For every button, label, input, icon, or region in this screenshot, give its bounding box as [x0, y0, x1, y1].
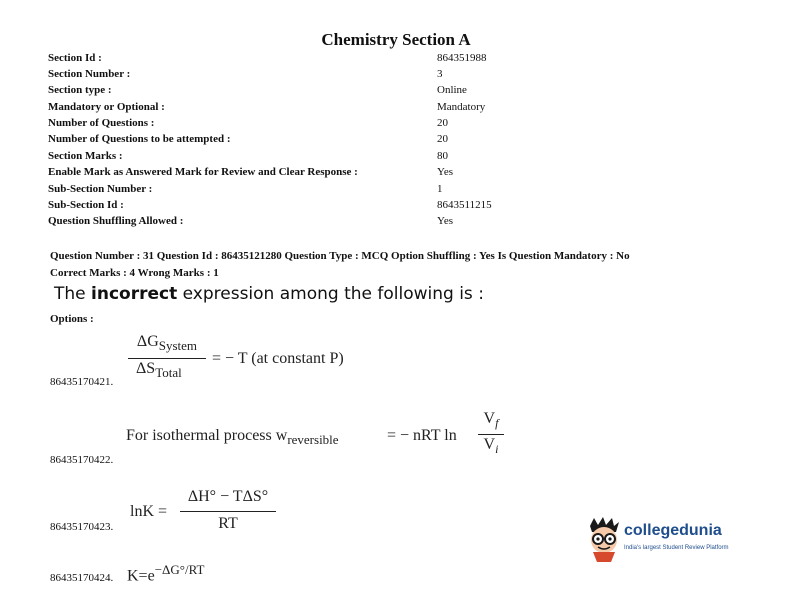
option-1-numerator: [128, 333, 206, 354]
option-2-denominator: [478, 436, 504, 457]
question-meta-line-2: Correct Marks : 4 Wrong Marks : 1: [50, 267, 219, 279]
option-3-numerator: ΔH° − TΔS°: [187, 488, 269, 505]
info-label: Section Marks :: [48, 150, 123, 162]
info-value: Yes: [437, 166, 454, 178]
info-row-section-marks: [48, 150, 748, 166]
info-row-number-of-questions: [48, 117, 748, 133]
numerator-symbol: ΔG: [136, 333, 159, 350]
option-4-exponent: −ΔG°/RT: [154, 562, 205, 577]
info-label: Sub-Section Id :: [48, 199, 124, 211]
info-row-section-number: [48, 68, 748, 84]
option-2-lead: [126, 427, 339, 448]
logo-name: collegedunia: [624, 522, 722, 539]
numerator-subscript: f: [495, 416, 499, 431]
option-1-id: 86435170421.: [50, 376, 114, 388]
option-1-fraction: [128, 333, 206, 385]
denominator-symbol: ΔS: [136, 360, 156, 377]
option-2-id: 86435170422.: [50, 454, 114, 466]
option-4-base: K=e: [127, 567, 155, 585]
info-label: Section type :: [48, 84, 112, 96]
option-3-id: 86435170423.: [50, 521, 114, 533]
info-label: Mandatory or Optional :: [48, 101, 165, 113]
fraction-bar: [180, 511, 276, 512]
info-label: Enable Mark as Answered Mark for Review and Clear Response :: [48, 166, 358, 178]
logo-tagline: India's largest Student Review Platform: [624, 545, 729, 551]
info-row-questions-attempted: [48, 133, 748, 149]
info-value: 3: [437, 68, 443, 80]
student-mascot-icon: [584, 516, 624, 564]
question-meta-line-1: Question Number : 31 Question Id : 86435121280 Question Type : MCQ Option Shuffling : Yes Is Question Mandatory : No: [50, 250, 630, 262]
info-row-enable-mark: [48, 166, 748, 182]
option-4-id: 86435170424.: [50, 572, 114, 584]
info-value: 20: [437, 133, 448, 145]
question-text-start: The: [54, 284, 92, 304]
info-value: 8643511215: [437, 199, 492, 211]
info-label: Question Shuffling Allowed :: [48, 215, 184, 227]
option-3-denominator: RT: [218, 515, 238, 532]
info-value: Mandatory: [437, 101, 486, 113]
info-value: 864351988: [437, 52, 487, 64]
fraction-bar: [478, 434, 504, 435]
info-label: Section Number :: [48, 68, 131, 80]
info-value: 1: [437, 183, 443, 195]
options-label: Options :: [50, 313, 94, 325]
option-3-lhs: lnK =: [130, 503, 168, 520]
info-value: 80: [437, 150, 448, 162]
option-4-expression: [127, 562, 204, 585]
page-title: Chemistry Section A: [321, 30, 471, 49]
info-value: 20: [437, 117, 448, 129]
info-row-mandatory: [48, 101, 748, 117]
info-value: Online: [437, 84, 467, 96]
denominator-subscript: Total: [155, 365, 182, 381]
denominator-subscript: i: [495, 442, 499, 457]
info-label: Number of Questions :: [48, 117, 155, 129]
question-text-end: expression among the following is :: [177, 284, 484, 304]
option-2-mid: = − nRT ln: [387, 427, 457, 444]
numerator-subscript: System: [158, 338, 198, 354]
numerator-symbol: V: [483, 410, 496, 427]
info-label: Number of Questions to be attempted :: [48, 133, 231, 145]
option-2-fraction: [478, 410, 504, 460]
option-1-rhs: = − T (at constant P): [212, 350, 344, 367]
option-2-lead-text: For isothermal process w: [126, 427, 288, 444]
denominator-symbol: V: [483, 436, 496, 453]
info-row-sub-section-number: [48, 183, 748, 199]
option-1-denominator: [136, 360, 206, 381]
info-value: Yes: [437, 215, 454, 227]
option-2-lead-subscript: reversible: [287, 432, 339, 448]
collegedunia-logo: [584, 516, 744, 566]
info-row-shuffling: [48, 215, 748, 231]
question-text-emphasis: incorrect: [91, 284, 178, 304]
info-label: Section Id :: [48, 52, 102, 64]
question-text: [54, 284, 484, 304]
fraction-bar: [128, 358, 206, 359]
option-3-fraction: [180, 488, 276, 536]
info-row-sub-section-id: [48, 199, 748, 215]
option-2-numerator: [478, 410, 504, 431]
info-row-section-type: [48, 84, 748, 100]
info-row-section-id: [48, 52, 748, 68]
info-label: Sub-Section Number :: [48, 183, 153, 195]
